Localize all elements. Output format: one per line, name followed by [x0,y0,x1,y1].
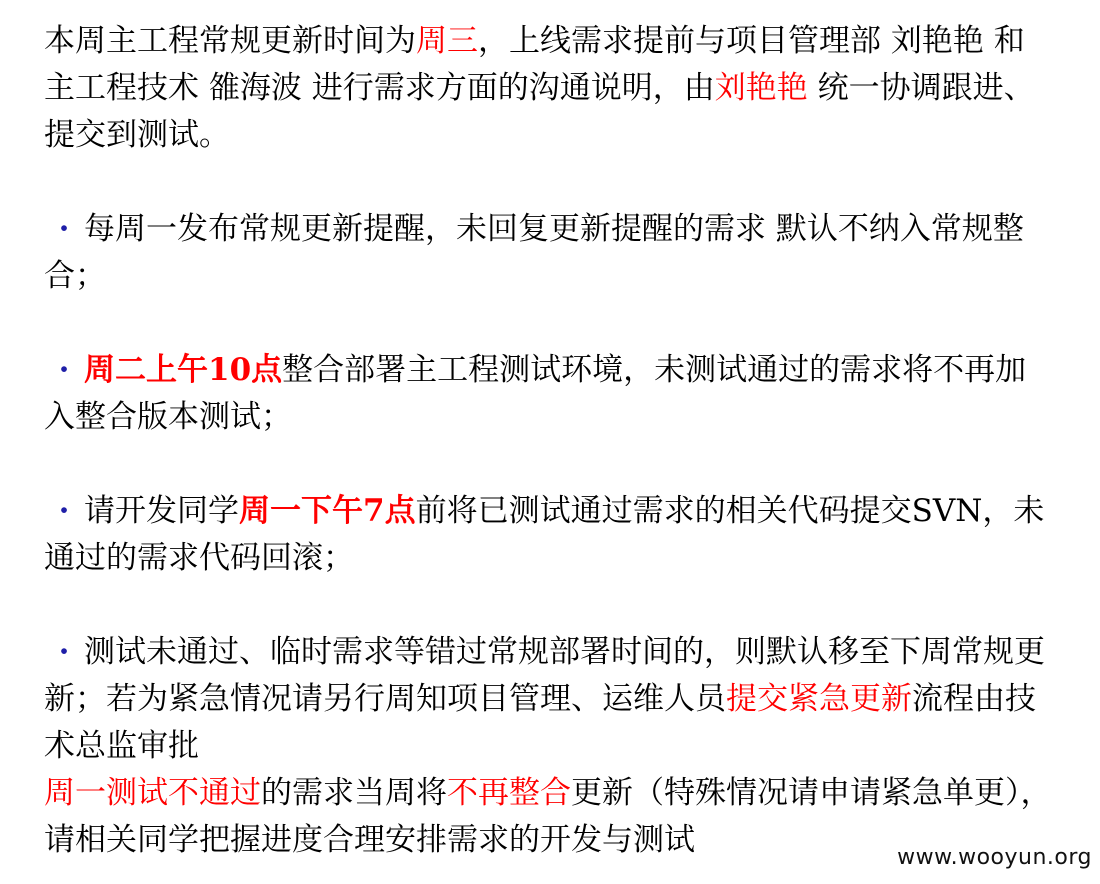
spacer [44,300,1054,347]
bullet-2-highlight: 周二上午10点 [84,352,283,388]
bullet-3-text-pre: 请开发同学 [84,493,239,529]
watermark: www.wooyun.org [897,845,1092,870]
intro-text-2: ，上线需求提前与项目管理部 刘艳艳 和主工程技术 雒海波 进行需求方面的沟通说明，由 [44,23,1025,106]
bullet-4-text-post: 流程由技术总监审批 [44,681,1036,764]
spacer [44,582,1054,629]
bullet-1-text: 每周一发布常规更新提醒，未回复更新提醒的需求 默认不纳入常规整合； [44,211,1024,294]
spacer [44,441,1054,488]
closing-text-1: 的需求当周将 [261,775,447,811]
bullet-item-3 [44,488,1054,582]
bullet-item-2 [44,347,1054,441]
closing-text-2: 更新（特殊情况请申请紧急单更），请相关同学把握进度合理安排需求的开发与测试 [44,775,1052,858]
closing-highlight-2: 不再整合 [447,775,571,811]
closing-highlight-1: 周一测试不通过 [44,775,261,811]
bullet-item-4 [44,629,1054,770]
spacer [44,159,1054,206]
bullet-icon: · [58,493,70,529]
intro-text-1: 本周主工程常规更新时间为 [44,23,416,59]
intro-text-3: 统一协调跟进、提交到测试。 [44,70,1035,153]
bullet-item-1 [44,206,1054,300]
bullet-3-text-post: 前将已测试通过需求的相关代码提交SVN，未通过的需求代码回滚； [44,493,1045,576]
intro-paragraph [44,18,1054,159]
bullet-3-highlight: 周一下午7点 [239,493,416,529]
bullet-4-text-pre: 测试未通过、临时需求等错过常规部署时间的，则默认移至下周常规更新；若为紧急情况请另行周知项目管理、运维人员 [44,634,1045,717]
bullet-icon: · [58,352,70,388]
bullet-2-text: 整合部署主工程测试环境，未测试通过的需求将不再加入整合版本测试； [44,352,1027,435]
intro-highlight-day: 周三 [416,23,478,59]
bullet-icon: · [58,211,70,247]
bullet-icon: · [58,634,70,670]
bullet-4-highlight: 提交紧急更新 [726,681,912,717]
intro-highlight-owner: 刘艳艳 [714,70,808,106]
document-body [44,18,1054,864]
